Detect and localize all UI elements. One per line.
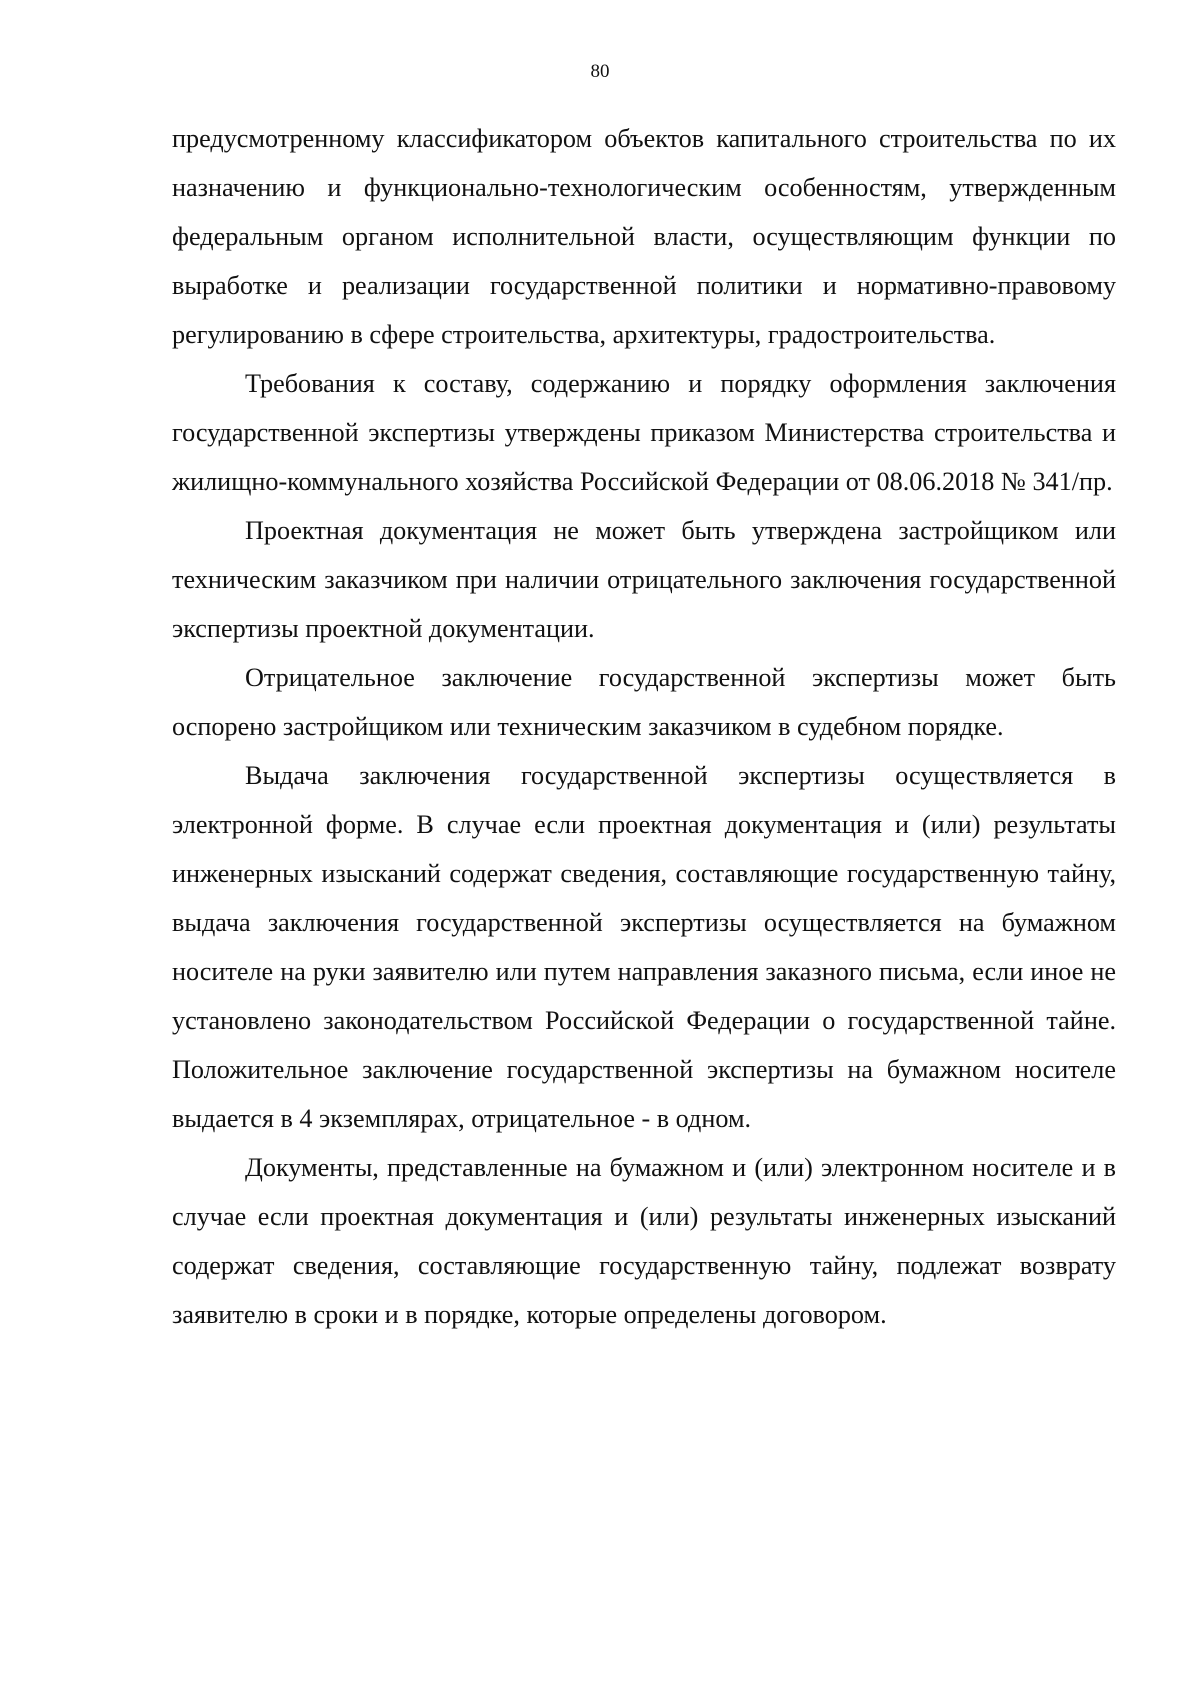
paragraph-4: Отрицательное заключение государственной экспертизы может быть оспорено застройщиком или техническим заказчиком в судебном порядке. <box>172 663 1116 741</box>
paragraph-1: предусмотренному классификатором объектов капитального строительства по их назначению и функционально-технологическим особенностям, утвержденным федеральным органом исполнительной власти, осуществляющим функции по выработке и реализации государственной политики и нормативно-правовому регулированию в сфере строительства, архитектуры, градостроительства. <box>172 124 1116 349</box>
paragraph-6: Документы, представленные на бумажном и (или) электронном носителе и в случае если проектная документация и (или) результаты инженерных изысканий содержат сведения, составляющие государственную тайну, подлежат возврату заявителю в сроки и в порядке, которые определены договором. <box>172 1153 1116 1329</box>
paragraph-5: Выдача заключения государственной экспертизы осуществляется в электронной форме. В случае если проектная документация и (или) результаты инженерных изысканий содержат сведения, составляющие государственную тайну, выдача заключения государственной экспертизы осуществляется на бумажном носителе на руки заявителю или путем направления заказного письма, если иное не установлено законодательством Российской Федерации о государственной тайне. Положительное заключение государственной экспертизы на бумажном носителе выдается в 4 экземплярах, отрицательное - в одном. <box>172 761 1116 1133</box>
document-body <box>172 114 1116 1339</box>
paragraph-3: Проектная документация не может быть утверждена застройщиком или техническим заказчиком при наличии отрицательного заключения государственной экспертизы проектной документации. <box>172 516 1116 643</box>
paragraph-2: Требования к составу, содержанию и порядку оформления заключения государственной экспертизы утверждены приказом Министерства строительства и жилищно-коммунального хозяйства Российской Федерации от 08.06.2018 № 341/пр. <box>172 369 1116 496</box>
page-number: 80 <box>590 61 610 82</box>
